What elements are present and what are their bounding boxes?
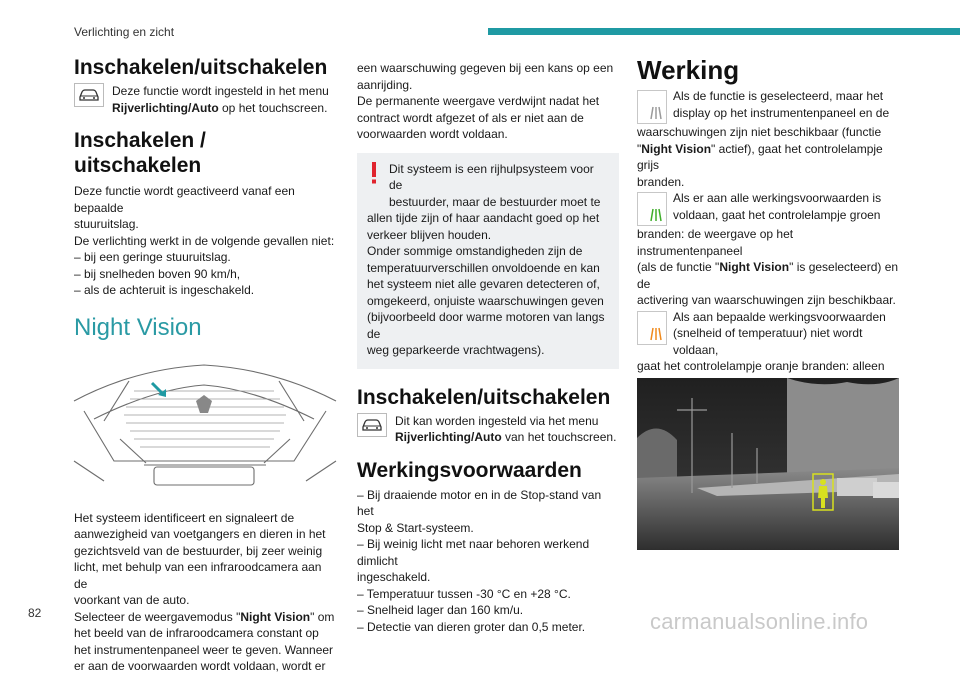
heading-switch: Inschakelen/uitschakelen <box>74 56 328 79</box>
column-2 <box>357 60 619 635</box>
menu-path-bold: Rijverlichting/Auto <box>112 100 219 115</box>
night-vision-grey-icon <box>637 90 667 124</box>
header-title: Verlichting en zicht <box>74 25 175 39</box>
car-front-camera-illustration <box>74 361 336 491</box>
heading-switch-2: Inschakelen/uitschakelen <box>357 385 611 409</box>
list-item: – Temperatuur tussen -30 °C en +28 °C. <box>357 586 571 601</box>
column-1 <box>74 55 336 675</box>
warning-box: Dit systeem is een rijhulpsysteem voor de bestuurder, maar de bestuurder moet te allen tijde zijn of haar aandacht goed op het verkeer blijven houden. Onder sommige omstandigheden zijn de temperatuurverschillen onvoldoende en kan het systeem niet alle gevaren detecteren of, omgekeerd, onjuiste waarschuwingen geven (bijvoorbeeld door warme motoren van langs de weg geparkeerde vrachtwagens). <box>357 153 619 369</box>
list-item: – Detectie van dieren groter dan 0,5 meter. <box>357 619 586 634</box>
watermark: carmanualsonline.info <box>650 609 869 634</box>
night-vision-orange-icon <box>637 311 667 345</box>
green-indicator-section: Als er aan alle werkingsvoorwaarden is voldaan, gaat het controlelampje groen branden: de weergave op het instrumentenpaneel (als de functie "Night Vision" is geselecteerd) en de activering van waarschuwingen zijn beschikbaar. <box>637 191 899 307</box>
list-item: – Snelheid lager dan 160 km/u. <box>357 603 524 617</box>
list-item: – Bij draaiende motor en in de Stop-stand van het <box>357 487 602 518</box>
list-item: – bij snelheden boven 90 km/h, <box>74 266 241 281</box>
exclamation-icon <box>367 161 381 185</box>
conditions-list: – Bij draaiende motor en in de Stop-stand van het Stop & Start-systeem. – Bij weinig licht met naar behoren werkend dimlicht ingeschakeld. – Temperatuur tussen -30 °C en +28 °C. – Snelheid lager dan 160 km/u. – Detectie van dieren groter dan 0,5 meter. <box>357 487 619 636</box>
thermal-camera-image <box>637 378 899 550</box>
page-number: 82 <box>28 606 42 620</box>
car-menu-icon <box>74 83 104 107</box>
list-item: – als de achteruit is ingeschakeld. <box>74 283 255 297</box>
list-item: – bij een geringe stuuruitslag. <box>74 250 231 264</box>
header-accent-bar <box>488 28 960 35</box>
orange-indicator-section: Als aan bepaalde werkingsvoorwaarden (snelheid of temperatuur) niet wordt voldaan, gaat het controlelampje oranje branden: alleen <box>637 309 886 373</box>
grey-indicator-section: Als de functie is geselecteerd, maar het display op het instrumentenpaneel en de waarschuwingen zijn niet beschikbaar (functie "Night Vision" actief), gaat het controlelampje grijs branden. <box>637 89 890 189</box>
continued-text: een waarschuwing gegeven bij een kans op een aanrijding. De permanente weergave verdwijnt nadat het contract wordt afgezet of als er niet aan de voorwaarden wordt voldaan. <box>357 61 614 141</box>
night-vision-description: Het systeem identificeert en signaleert de aanwezigheid van voetgangers en dieren in het gezichtsveld van de bestuurder, bij zeer weinig licht, met behulp van een infraroodcamera aan de voorkant van de auto. Selecteer de weergavemodus "Night Vision" om het beeld van de infraroodcamera constant op het instrumentenpaneel weer te geven. Wanneer er aan de voorwaarden wordt voldaan, wordt er <box>74 510 335 673</box>
car-menu-icon <box>357 413 387 437</box>
menu-instruction-2: Dit kan worden ingesteld via het menu Rijverlichting/Auto van het touchscreen. <box>357 413 619 446</box>
night-vision-green-icon <box>637 192 667 226</box>
list-item: – Bij weinig licht met naar behoren werkend dimlicht <box>357 537 590 568</box>
menu-instruction: Deze functie wordt ingesteld in het menu Rijverlichting/Auto op het touchscreen. <box>74 83 336 116</box>
switch-text-line1: Deze functie wordt ingesteld in het menu <box>112 84 329 98</box>
heading-conditions: Werkingsvoorwaarden <box>357 458 582 482</box>
activate-text: Deze functie wordt geactiveerd vanaf een bepaalde stuuruitslag. De verlichting werkt in de volgende gevallen niet: – bij een geringe stuuruitslag. – bij snelheden boven 90 km/h, – als de achteruit is ingeschakeld. <box>74 184 335 297</box>
heading-activate: Inschakelen / uitschakelen <box>74 129 206 177</box>
heading-working: Werking <box>637 55 740 85</box>
heading-night-vision: Night Vision <box>74 313 202 341</box>
